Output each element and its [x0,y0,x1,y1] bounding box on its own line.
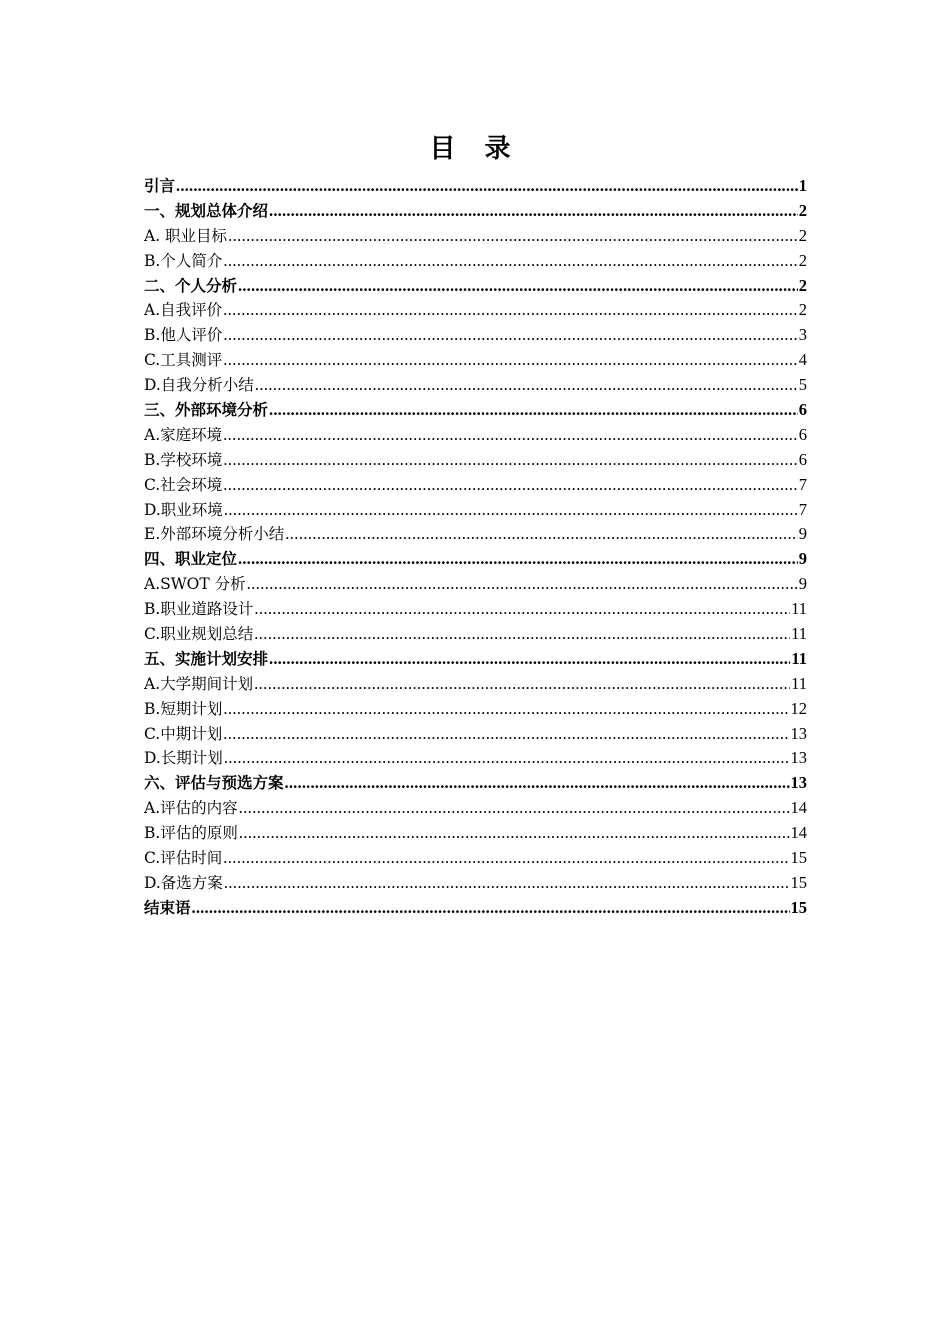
toc-entry-label: 六、评估与预选方案 [144,774,284,793]
toc-dot-leader [255,373,798,398]
toc-dot-leader [224,746,790,771]
toc-subsection-entry[interactable] [144,373,807,398]
toc-entry-label: C.中期计划 [144,724,223,743]
toc-page-number: 15 [790,848,807,868]
toc-entry-label: B.学校环境 [144,450,223,469]
toc-entry-label: A.大学期间计划 [144,674,254,693]
toc-entry-label: A.评估的内容 [144,799,238,818]
toc-page-number: 13 [790,723,807,743]
toc-dot-leader [192,896,790,921]
toc-page-number: 12 [790,698,807,718]
toc-page-number: 7 [798,499,807,519]
toc-dot-leader [254,597,790,622]
toc-subsection-entry[interactable] [144,821,807,846]
toc-page-number: 6 [798,400,807,420]
toc-entry-label: C.工具测评 [144,351,223,370]
toc-subsection-entry[interactable] [144,672,807,697]
toc-subsection-entry[interactable] [144,871,807,896]
toc-entry-label: B.个人简介 [144,251,223,270]
toc-section-entry[interactable] [144,647,807,672]
toc-page-number: 2 [798,300,807,320]
toc-entry-label: 一、规划总体介绍 [144,201,269,220]
toc-page-number: 2 [798,250,807,270]
toc-section-entry[interactable] [144,896,807,921]
toc-page-number: 14 [790,823,807,843]
toc-section-entry[interactable] [144,547,807,572]
toc-dot-leader [269,647,790,672]
toc-entry-label: 三、外部环境分析 [144,401,269,420]
toc-subsection-entry[interactable] [144,448,807,473]
toc-page-number: 14 [790,798,807,818]
toc-dot-leader [224,871,790,896]
toc-entry-label: A.自我评价 [144,301,223,320]
toc-page-number: 15 [790,897,807,917]
toc-subsection-entry[interactable] [144,846,807,871]
toc-entry-label: D.备选方案 [144,873,223,892]
toc-subsection-entry[interactable] [144,249,807,274]
toc-entry-label: 结束语 [144,898,191,917]
table-of-contents [144,174,807,921]
toc-page-number: 11 [791,624,807,644]
toc-entry-label: 四、职业定位 [144,550,238,569]
toc-entry-label: C.职业规划总结 [144,625,254,644]
toc-entry-label: 五、实施计划安排 [144,649,269,668]
toc-entry-label: B.评估的原则 [144,824,238,843]
toc-dot-leader [176,174,798,199]
toc-subsection-entry[interactable] [144,572,807,597]
toc-dot-leader [254,622,790,647]
toc-section-entry[interactable] [144,771,807,796]
toc-dot-leader [238,274,798,299]
toc-page-number: 1 [798,176,807,195]
toc-dot-leader [224,498,798,523]
toc-dot-leader [285,771,790,796]
toc-page-number: 11 [791,599,807,619]
toc-dot-leader [269,199,798,224]
toc-dot-leader [223,323,797,348]
toc-subsection-entry[interactable] [144,697,807,722]
toc-page-number: 11 [791,673,807,693]
toc-page-number: 9 [798,574,807,594]
toc-subsection-entry[interactable] [144,597,807,622]
toc-entry-label: A. 职业目标 [144,226,228,245]
toc-subsection-entry[interactable] [144,722,807,747]
toc-entry-label: D.自我分析小结 [144,376,254,395]
toc-subsection-entry[interactable] [144,323,807,348]
toc-dot-leader [285,522,798,547]
page-title: 目 录 [429,134,521,164]
toc-dot-leader [239,796,790,821]
toc-subsection-entry[interactable] [144,746,807,771]
toc-subsection-entry[interactable] [144,224,807,249]
toc-page-number: 2 [798,225,807,245]
toc-page-number: 2 [798,275,807,295]
toc-entry-label: B.他人评价 [144,326,223,345]
toc-page-number: 7 [798,474,807,494]
toc-subsection-entry[interactable] [144,423,807,448]
toc-page-number: 13 [790,773,807,793]
toc-dot-leader [223,722,789,747]
toc-dot-leader [247,572,798,597]
toc-entry-label: A.SWOT 分析 [144,575,246,594]
toc-page-number: 3 [798,325,807,345]
toc-page-number: 4 [798,350,807,370]
toc-dot-leader [254,672,790,697]
toc-subsection-entry[interactable] [144,473,807,498]
toc-dot-leader [223,448,797,473]
toc-dot-leader [223,473,798,498]
toc-dot-leader [223,249,797,274]
toc-page-number: 15 [790,872,807,892]
toc-entry-label: B.短期计划 [144,699,223,718]
toc-dot-leader [228,224,798,249]
toc-dot-leader [223,846,789,871]
toc-page-number: 6 [798,449,807,469]
toc-dot-leader [269,398,798,423]
toc-dot-leader [238,547,798,572]
toc-page-number: 5 [798,375,807,395]
toc-entry-label: B.职业道路设计 [144,600,254,619]
toc-page-number: 13 [790,748,807,768]
toc-subsection-entry[interactable] [144,498,807,523]
toc-page-number: 9 [798,524,807,544]
toc-entry-label: 引言 [144,177,176,195]
toc-dot-leader [223,298,798,323]
toc-subsection-entry[interactable] [144,298,807,323]
toc-dot-leader [223,348,798,373]
toc-subsection-entry[interactable] [144,622,807,647]
toc-dot-leader [223,697,789,722]
toc-section-entry[interactable] [144,398,807,423]
toc-entry-label: A.家庭环境 [144,425,223,444]
toc-section-entry[interactable] [144,274,807,299]
toc-page-number: 6 [798,424,807,444]
toc-subsection-entry[interactable] [144,796,807,821]
toc-section-entry[interactable] [144,174,807,199]
toc-entry-label: 二、个人分析 [144,276,238,295]
toc-page-number: 9 [798,549,807,569]
toc-page-number: 11 [791,648,807,668]
toc-subsection-entry[interactable] [144,348,807,373]
toc-section-entry[interactable] [144,199,807,224]
toc-page-number: 2 [798,200,807,220]
toc-subsection-entry[interactable] [144,522,807,547]
toc-dot-leader [239,821,790,846]
toc-entry-label: D.职业环境 [144,500,223,519]
toc-dot-leader [223,423,798,448]
toc-entry-label: C.社会环境 [144,475,223,494]
toc-entry-label: C.评估时间 [144,849,223,868]
toc-entry-label: E.外部环境分析小结 [144,525,285,544]
toc-entry-label: D.长期计划 [144,749,223,768]
